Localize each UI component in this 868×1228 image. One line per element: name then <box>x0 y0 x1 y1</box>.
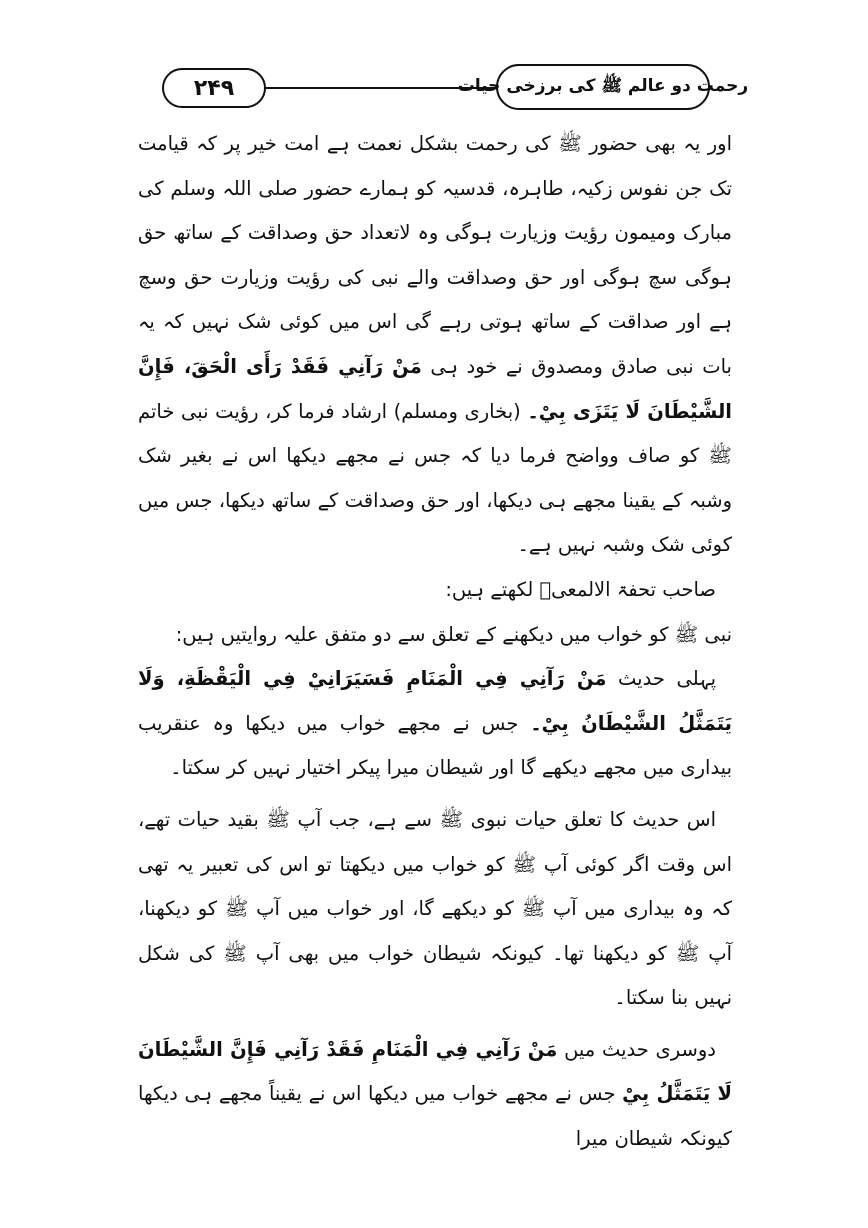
first-hadith-label: پہلی حدیث <box>618 667 717 691</box>
page-number: ۲۴۹ <box>162 68 266 108</box>
paragraph-2: صاحب تحفۃ الالمعیؒ لکھتے ہیں: <box>445 577 716 601</box>
paragraph-1-continuation: (بخاری ومسلم) ارشاد فرما کر، رؤیت نبی خاتم ﷺ کو صاف وواضح فرما دیا کہ جس نے مجھے دیکھا اس نے بغیر شک وشبہ کے یقینا مجھے ہی دیکھا، اور حق وصداقت کے ساتھ دیکھا، جس میں کوئی شک وشبہ نہیں ہے۔ <box>138 399 732 557</box>
paragraph-1 <box>138 122 732 568</box>
paragraph-6 <box>138 1028 732 1162</box>
paragraph-1-text: اور یہ بھی حضور ﷺ کی رحمت بشکل نعمت ہے امت خیر پر کہ قیامت تک جن نفوس زکیہ، طاہرہ، قدسیہ کو ہمارے حضور صلی اللہ وسلم کی مبارک ومیمون رؤیت وزیارت ہوگی وہ لاتعداد حق وصداقت کے ساتھ حق ہوگی سچ ہوگی اور حق وصداقت والے نبی کی رؤیت وزیارت حق وسچ ہے اور صداقت کے ساتھ ہوتی رہے گی اس میں کوئی شک نہیں کہ یہ بات نبی صادق ومصدوق نے خود ہی <box>138 132 732 378</box>
paragraph-4-continuation: جس نے مجھے خواب میں دیکھا وہ عنقریب بیداری میں مجھے دیکھے گا اور شیطان میرا پیکر اختیار نہیں کر سکتا۔ <box>138 711 732 780</box>
hadith-quote-3: مَنْ رَآنِي فِي الْمَنَامِ فَقَدْ رَآنِي فَإِنَّ الشَّيْطَانَ لَا يَتَمَثَّلُ بِيْ <box>138 1037 732 1106</box>
running-title: رحمت دو عالم ﷺ کی برزخی حیات <box>496 64 710 110</box>
hadith-quote-1: مَنْ رَآنِي فَقَدْ رَأَى الْحَقَ، فَإِنَّ الشَّيْطَانَ لَا يَتَزَى بِيْ۔ <box>138 354 732 423</box>
hadith-quote-2: مَنْ رَآنِي فِي الْمَنَامِ فَسَيَرَانِيْ فِي الْيَقْظَةِ، وَلَا يَتَمَثَّلُ الشَّيْطَانُ بِيْ۔ <box>138 667 733 735</box>
paragraph-6-continuation: جس نے مجھے خواب میں دیکھا اس نے یقیناً مجھے ہی دیکھا کیونکہ شیطان میرا <box>138 1082 732 1151</box>
paragraph-4 <box>138 657 732 791</box>
page-body <box>138 122 732 1162</box>
paragraph-5: اس حدیث کا تعلق حیات نبوی ﷺ سے ہے، جب آپ ﷺ بقید حیات تھے، اس وقت اگر کوئی آپ ﷺ کو خواب میں دیکھتا تو اس کی تعبیر یہ تھی کہ وہ بیداری میں آپ ﷺ کو دیکھے گا، اور خواب میں آپ ﷺ کو دیکھنا، آپ ﷺ کو دیکھنا تھا۔ کیونکہ شیطان خواب میں بھی آپ ﷺ کی شکل نہیں بنا سکتا۔ <box>138 807 732 1010</box>
second-hadith-label: دوسری حدیث میں <box>564 1037 716 1061</box>
paragraph-3: نبی ﷺ کو خواب میں دیکھنے کے تعلق سے دو متفق علیہ روایتیں ہیں: <box>175 622 732 646</box>
page-header <box>150 62 749 112</box>
